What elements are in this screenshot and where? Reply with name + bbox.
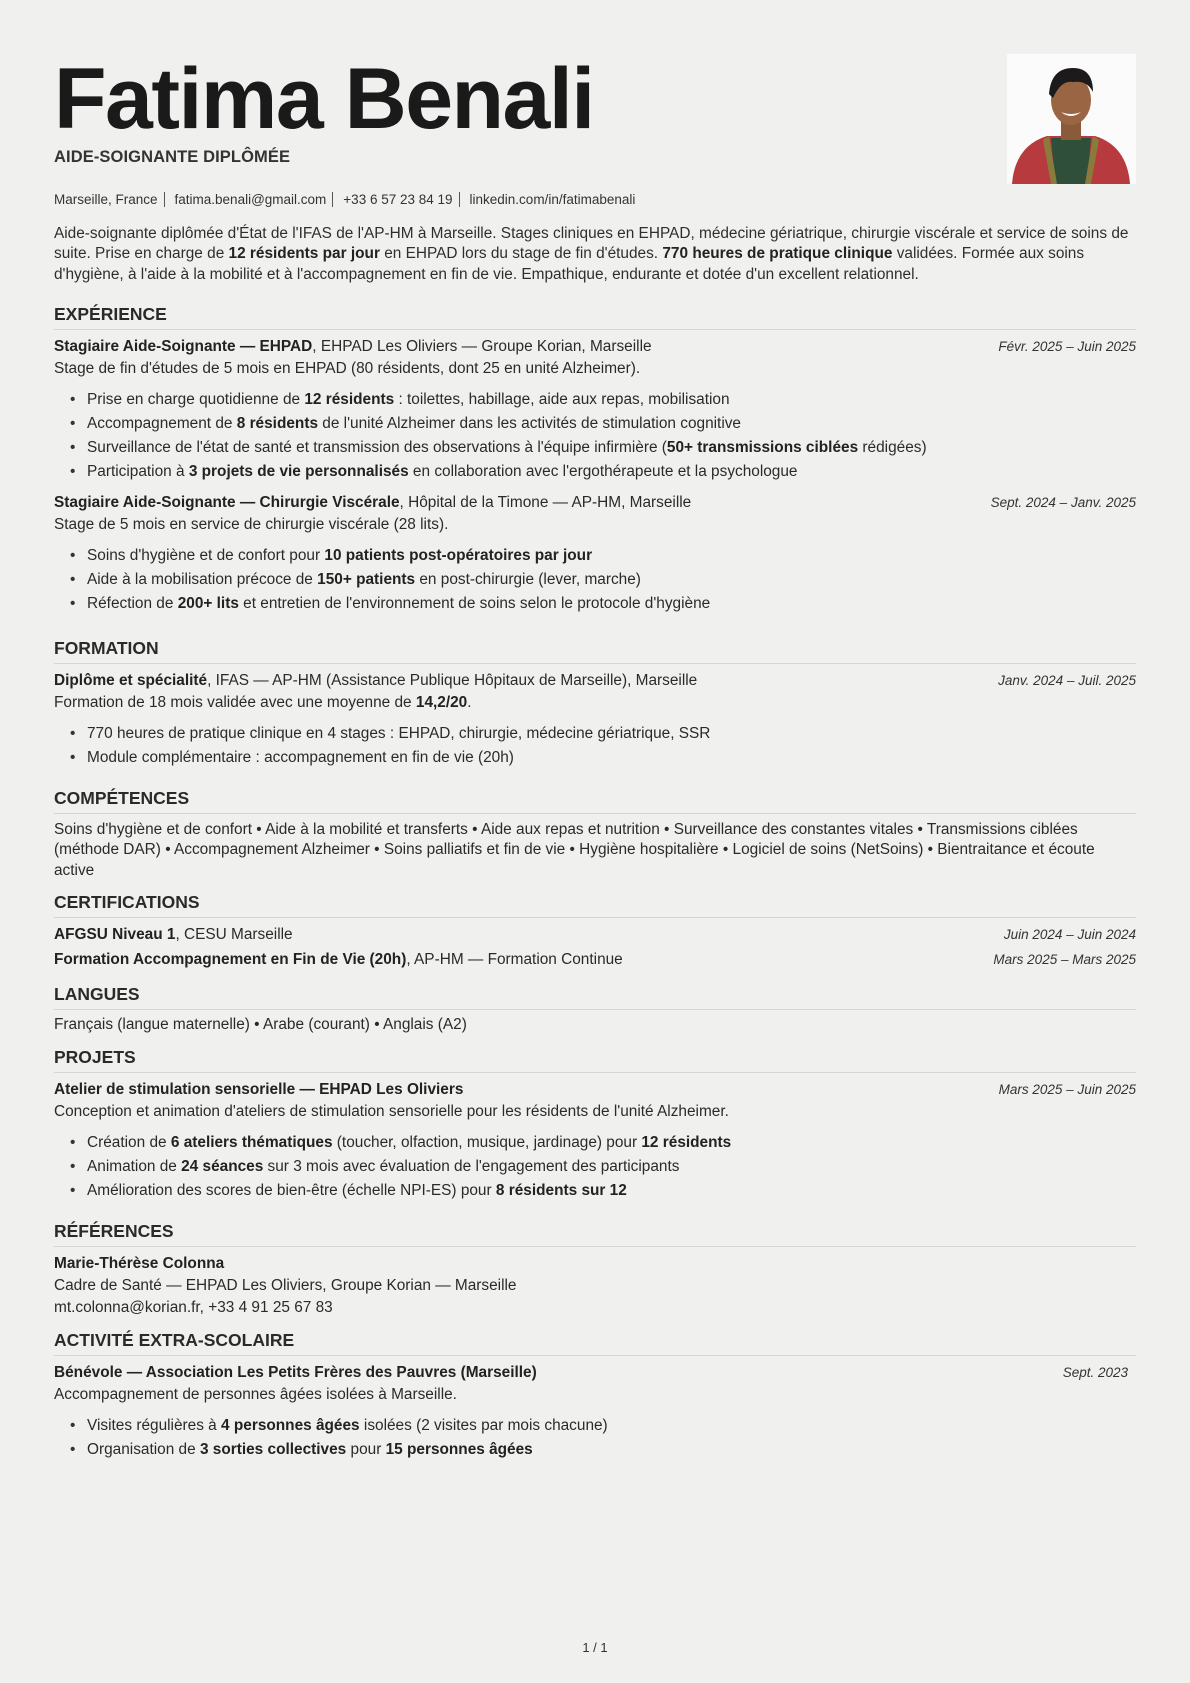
section-skills	[54, 787, 1136, 881]
section-divider	[54, 813, 1136, 814]
section-references	[54, 1220, 1136, 1319]
summary-text: en EHPAD lors du stage de fin d'études.	[379, 245, 663, 263]
list-item: • Aide à la mobilisation précoce de 150+ patients en post-chirurgie (lever, marche)	[54, 568, 1136, 592]
section-heading: COMPÉTENCES	[54, 788, 190, 808]
job-bullets	[54, 388, 1136, 484]
list-item: • Visites régulières à 4 personnes âgées isolées (2 visites par mois chacune)	[54, 1414, 1136, 1438]
contact-line	[54, 192, 635, 207]
project-date: Mars 2025 – Juin 2025	[998, 1082, 1136, 1097]
job-date: Sept. 2024 – Janv. 2025	[990, 495, 1136, 510]
section-heading: LANGUES	[54, 984, 140, 1004]
section-education	[54, 637, 1136, 770]
activity-title: Bénévole — Association Les Petits Frères des Pauvres (Marseille)	[54, 1364, 537, 1381]
activity-description: Accompagnement de personnes âgées isolées à Marseille.	[54, 1386, 457, 1403]
job-org: , EHPAD Les Oliviers — Groupe Korian, Marseille	[312, 338, 652, 355]
section-heading: PROJETS	[54, 1047, 136, 1067]
list-item: • Animation de 24 séances sur 3 mois avec évaluation de l'engagement des participants	[54, 1155, 1136, 1179]
profile-photo	[1007, 54, 1136, 184]
skills-list: Soins d'hygiène et de confort • Aide à la mobilité et transferts • Aide aux repas et nutrition • Surveillance des constantes vitales • Transmissions ciblées (méthode DAR) • Accompagnement Alzheimer • Soins palliatifs et fin de vie • Hygiène hospitalière • Logiciel de soins (NetSoins) • Bientraitance et écoute active	[54, 821, 1095, 879]
reference-role: Cadre de Santé — EHPAD Les Oliviers, Groupe Korian — Marseille	[54, 1277, 517, 1294]
list-item: • Accompagnement de 8 résidents de l'unité Alzheimer dans les activités de stimulation cognitive	[54, 412, 1136, 436]
education-date: Janv. 2024 – Juil. 2025	[998, 673, 1136, 688]
job-role: Stagiaire Aide-Soignante — EHPAD	[54, 338, 313, 355]
reference-contact: mt.colonna@korian.fr, +33 4 91 25 67 83	[54, 1299, 333, 1316]
school: , IFAS — AP-HM (Assistance Publique Hôpitaux de Marseille), Marseille	[207, 672, 698, 689]
reference-name: Marie-Thérèse Colonna	[54, 1255, 225, 1272]
list-item: • Amélioration des scores de bien-être (échelle NPI-ES) pour 8 résidents sur 12	[54, 1179, 1136, 1203]
certification-item: Formation Accompagnement en Fin de Vie (20h), AP-HM — Formation Continue Mars 2025 – Mars 2025	[54, 949, 1136, 971]
list-item: • Création de 6 ateliers thématiques (toucher, olfaction, musique, jardinage) pour 12 résidents	[54, 1131, 1136, 1155]
job-org: , Hôpital de la Timone — AP-HM, Marseille	[399, 494, 692, 511]
section-experience	[54, 303, 1136, 616]
section-languages	[54, 983, 1136, 1036]
education-description: Formation de 18 mois validée avec une moyenne de 14,2/20.	[54, 694, 472, 711]
section-heading: EXPÉRIENCE	[54, 304, 167, 324]
certification-date: Juin 2024 – Juin 2024	[1003, 927, 1136, 942]
list-item: • Surveillance de l'état de santé et transmission des observations à l'équipe infirmière (50+ transmissions ciblées rédigées)	[54, 436, 1136, 460]
job-description: Stage de fin d'études de 5 mois en EHPAD (80 résidents, dont 25 en unité Alzheimer).	[54, 360, 641, 377]
job-title: AIDE-SOIGNANTE DIPLÔMÉE	[54, 148, 291, 166]
project-bullets	[54, 1131, 1136, 1203]
list-item: • Participation à 3 projets de vie personnalisés en collaboration avec l'ergothérapeute et la psychologue	[54, 460, 1136, 484]
job-role: Stagiaire Aide-Soignante — Chirurgie Viscérale	[54, 494, 400, 511]
list-item: • Module complémentaire : accompagnement en fin de vie (20h)	[54, 746, 1136, 770]
section-divider	[54, 1009, 1136, 1010]
certification-date: Mars 2025 – Mars 2025	[993, 952, 1136, 967]
education-header	[54, 670, 1136, 692]
activity-header	[54, 1362, 1136, 1384]
certification-item: AFGSU Niveau 1, CESU Marseille Juin 2024 – Juin 2024	[54, 924, 1136, 946]
section-projects	[54, 1046, 1136, 1203]
list-item: • Organisation de 3 sorties collectives pour 15 personnes âgées	[54, 1438, 1136, 1462]
list-item: • Soins d'hygiène et de confort pour 10 patients post-opératoires par jour	[54, 544, 1136, 568]
section-divider	[54, 1072, 1136, 1073]
section-divider	[54, 663, 1136, 664]
job-bullets	[54, 544, 1136, 616]
section-activities	[54, 1329, 1136, 1462]
project-header	[54, 1079, 1136, 1101]
separator	[459, 192, 460, 207]
summary-text: Aide-soignante diplômée d'État de l'IFAS de l'AP-HM à Marseille. Stages cliniques en EHPAD, médecine gériatrique, chirurgie viscérale et service de soins de suite. Prise en charge de	[54, 225, 1129, 263]
project-description: Conception et animation d'ateliers de stimulation sensorielle pour les résidents de l'unité Alzheimer.	[54, 1103, 729, 1120]
summary-highlight: 770 heures de pratique clinique	[662, 245, 893, 263]
job-description: Stage de 5 mois en service de chirurgie viscérale (28 lits).	[54, 516, 449, 533]
activity-bullets	[54, 1414, 1136, 1462]
section-divider	[54, 917, 1136, 918]
portrait-photo-icon	[1007, 54, 1136, 184]
summary-text: validées. Formée aux soins d'hygiène, à l'aide à la mobilité et à l'accompagnement en fin de vie. Empathique, endurante et dotée d'un excellent relationnel.	[54, 245, 1085, 283]
profile-summary	[54, 224, 1136, 285]
project-title: Atelier de stimulation sensorielle — EHPAD Les Oliviers	[54, 1081, 464, 1098]
list-item: • Réfection de 200+ lits et entretien de l'environnement de soins selon le protocole d'hygiène	[54, 592, 1136, 616]
section-certifications	[54, 891, 1136, 971]
separator	[332, 192, 333, 207]
section-heading: ACTIVITÉ EXTRA-SCOLAIRE	[54, 1330, 295, 1350]
section-divider	[54, 1246, 1136, 1247]
education-bullets	[54, 722, 1136, 770]
separator	[164, 192, 165, 207]
job-date: Févr. 2025 – Juin 2025	[998, 339, 1136, 354]
degree: Diplôme et spécialité	[54, 672, 208, 689]
resume-page	[54, 0, 1136, 1683]
languages-list: Français (langue maternelle) • Arabe (courant) • Anglais (A2)	[54, 1016, 467, 1033]
job-header	[54, 336, 1136, 358]
location: Marseille, France	[54, 192, 158, 207]
linkedin-link[interactable]: linkedin.com/in/fatimabenali	[469, 192, 636, 207]
list-item: • Prise en charge quotidienne de 12 résidents : toilettes, habillage, aide aux repas, mobilisation	[54, 388, 1136, 412]
job-header	[54, 492, 1136, 514]
phone: +33 6 57 23 84 19	[343, 192, 453, 207]
summary-highlight: 12 résidents par jour	[228, 245, 380, 263]
email-link[interactable]: fatima.benali@gmail.com	[174, 192, 327, 207]
section-divider	[54, 1355, 1136, 1356]
section-heading: FORMATION	[54, 638, 159, 658]
section-heading: CERTIFICATIONS	[54, 892, 200, 912]
section-divider	[54, 329, 1136, 330]
section-heading: RÉFÉRENCES	[54, 1221, 174, 1241]
page-indicator: 1 / 1	[582, 1640, 608, 1655]
activity-date: Sept. 2023	[1062, 1365, 1128, 1380]
list-item: • 770 heures de pratique clinique en 4 stages : EHPAD, chirurgie, médecine gériatrique, SSR	[54, 722, 1136, 746]
candidate-name: Fatima Benali	[54, 51, 594, 147]
